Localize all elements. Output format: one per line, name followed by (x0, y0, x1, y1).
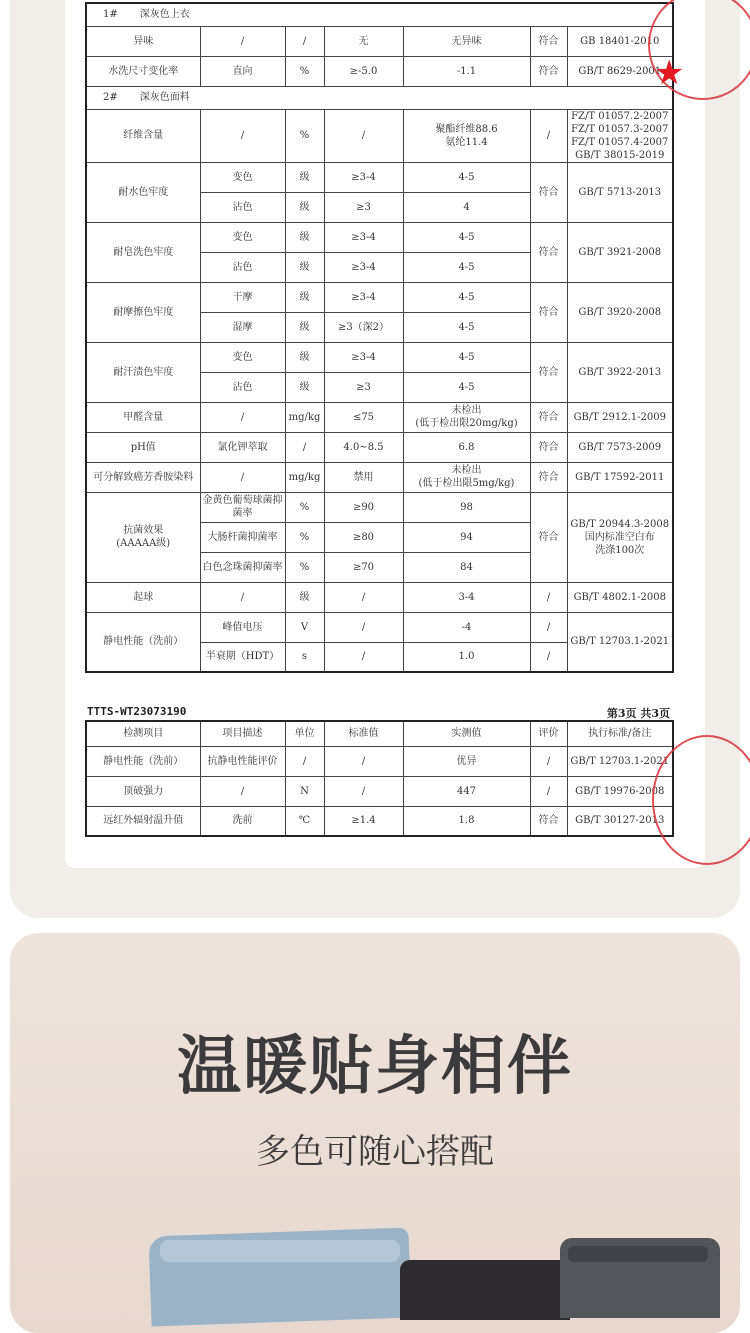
item-description: / (200, 462, 285, 492)
table-row (86, 612, 673, 642)
measured-value: 4 (403, 192, 530, 222)
unit: 级 (285, 582, 324, 612)
test-item: 静电性能（洗前） (86, 612, 200, 672)
standard-value: ≥90 (324, 492, 403, 522)
unit: % (285, 109, 324, 162)
sample-name: 深灰色上衣 (139, 9, 190, 21)
table-row (86, 26, 673, 56)
report-id: TTTS-WT23073190 (87, 705, 187, 718)
table-row (86, 402, 673, 432)
test-item: 耐皂洗色牢度 (86, 222, 200, 282)
standard-value: / (324, 612, 403, 642)
item-description: / (200, 402, 285, 432)
standard-value: / (324, 776, 403, 806)
standard-value: ≥-5.0 (324, 56, 403, 86)
test-standard: GB/T 19976-2008 (567, 776, 673, 806)
measured-value: 84 (403, 552, 530, 582)
standard-value: ≥3-4 (324, 222, 403, 252)
column-header: 标准值 (324, 721, 403, 746)
unit: / (285, 432, 324, 462)
test-standard: GB/T 8629-2001 (567, 56, 673, 86)
unit: 级 (285, 342, 324, 372)
evaluation: 符合 (530, 462, 567, 492)
seal-star-icon: ★ (654, 53, 685, 93)
item-description: 半衰期（HDT） (200, 642, 285, 672)
measured-value: 1.0 (403, 642, 530, 672)
standard-value: ≥3-4 (324, 282, 403, 312)
test-standard: GB/T 30127-2013 (567, 806, 673, 836)
measured-value: 4-5 (403, 342, 530, 372)
standard-value: 4.0~8.5 (324, 432, 403, 462)
test-item: 异味 (86, 26, 200, 56)
test-standard: GB/T 20944.3-2008 国内标准空白布 洗涤100次 (567, 492, 673, 582)
unit: 级 (285, 312, 324, 342)
item-description: 沾色 (200, 372, 285, 402)
unit: 级 (285, 282, 324, 312)
measured-value: 6.8 (403, 432, 530, 462)
test-item: 甲醛含量 (86, 402, 200, 432)
test-standard: GB/T 5713-2013 (567, 162, 673, 222)
item-description: 变色 (200, 222, 285, 252)
evaluation: 符合 (530, 492, 567, 582)
sample-id: 1# (103, 9, 118, 21)
test-item: 静电性能（洗前） (86, 746, 200, 776)
test-standard: GB 18401-2010 (567, 26, 673, 56)
evaluation: 符合 (530, 282, 567, 342)
test-item: 可分解致癌芳香胺染料 (86, 462, 200, 492)
table-row (86, 162, 673, 192)
test-item: 远红外辐射温升值 (86, 806, 200, 836)
evaluation: 符合 (530, 432, 567, 462)
standard-value: / (324, 746, 403, 776)
column-header: 执行标准/备注 (567, 721, 673, 746)
column-header: 检测项目 (86, 721, 200, 746)
unit: % (285, 552, 324, 582)
test-standard: FZ/T 01057.2-2007 FZ/T 01057.3-2007 FZ/T 01057.4-2007 GB/T 38015-2019 (567, 109, 673, 162)
unit: / (285, 746, 324, 776)
measured-value: 4-5 (403, 162, 530, 192)
unit: N (285, 776, 324, 806)
measured-value: 3-4 (403, 582, 530, 612)
evaluation: 符合 (530, 402, 567, 432)
standard-value: ≥3-4 (324, 162, 403, 192)
test-standard: GB/T 12703.1-2021 (567, 612, 673, 672)
unit: 级 (285, 192, 324, 222)
item-description: 金黄色葡萄球菌抑菌率 (200, 492, 285, 522)
table-row (86, 776, 673, 806)
evaluation: 符合 (530, 222, 567, 282)
test-standard: GB/T 4802.1-2008 (567, 582, 673, 612)
standard-value: ≥80 (324, 522, 403, 552)
measured-value: 聚酯纤维88.6 氨纶11.4 (403, 109, 530, 162)
test-results-table (85, 2, 674, 673)
table-row (86, 746, 673, 776)
header-row (86, 721, 673, 746)
test-standard: GB/T 2912.1-2009 (567, 402, 673, 432)
item-description: 白色念珠菌抑菌率 (200, 552, 285, 582)
measured-value: 94 (403, 522, 530, 552)
test-standard: GB/T 17592-2011 (567, 462, 673, 492)
standard-value: ≥3 (324, 192, 403, 222)
standard-value: ≥70 (324, 552, 403, 582)
test-item: 耐水色牢度 (86, 162, 200, 222)
column-header: 实测值 (403, 721, 530, 746)
unit: 级 (285, 222, 324, 252)
test-results-table-page3 (85, 720, 674, 837)
standard-value: / (324, 582, 403, 612)
standard-value: / (324, 109, 403, 162)
measured-value: 4-5 (403, 252, 530, 282)
standard-value: 禁用 (324, 462, 403, 492)
test-item: 纤维含量 (86, 109, 200, 162)
item-description: / (200, 582, 285, 612)
section-header (86, 3, 673, 26)
unit: 级 (285, 162, 324, 192)
evaluation: / (530, 612, 567, 642)
measured-value: 4-5 (403, 372, 530, 402)
item-description: 洗前 (200, 806, 285, 836)
measured-value: 未检出 (低于检出限20mg/kg) (403, 402, 530, 432)
standard-value: ≤75 (324, 402, 403, 432)
test-item: 顶破强力 (86, 776, 200, 806)
measured-value: -4 (403, 612, 530, 642)
unit: 级 (285, 252, 324, 282)
column-header: 单位 (285, 721, 324, 746)
unit: 级 (285, 372, 324, 402)
table-row (86, 582, 673, 612)
evaluation: 符合 (530, 342, 567, 402)
evaluation: / (530, 642, 567, 672)
promo-title: 温暖贴身相伴 (177, 1030, 573, 1104)
test-item: 起球 (86, 582, 200, 612)
test-item: pH值 (86, 432, 200, 462)
measured-value: -1.1 (403, 56, 530, 86)
table-row (86, 342, 673, 372)
item-description: 氯化钾萃取 (200, 432, 285, 462)
unit: mg/kg (285, 402, 324, 432)
product-waistband-grey (568, 1246, 708, 1262)
measured-value: 447 (403, 776, 530, 806)
table-row (86, 282, 673, 312)
item-description: 沾色 (200, 192, 285, 222)
column-header: 项目描述 (200, 721, 285, 746)
evaluation: 符合 (530, 26, 567, 56)
item-description: 抗静电性能评价 (200, 746, 285, 776)
test-item: 抗菌效果 (AAAAA级) (86, 492, 200, 582)
table-row (86, 109, 673, 162)
evaluation: 符合 (530, 806, 567, 836)
item-description: 峰值电压 (200, 612, 285, 642)
unit: / (285, 26, 324, 56)
test-standard: GB/T 3920-2008 (567, 282, 673, 342)
item-description: 湿摩 (200, 312, 285, 342)
section-row (86, 86, 673, 109)
measured-value: 4-5 (403, 312, 530, 342)
evaluation: / (530, 746, 567, 776)
item-description: / (200, 776, 285, 806)
standard-value: 无 (324, 26, 403, 56)
test-item: 耐摩擦色牢度 (86, 282, 200, 342)
table-row (86, 806, 673, 836)
evaluation: 符合 (530, 56, 567, 86)
test-standard: GB/T 12703.1-2021 (567, 746, 673, 776)
evaluation: / (530, 582, 567, 612)
section-header (86, 86, 673, 109)
unit: mg/kg (285, 462, 324, 492)
table-row (86, 492, 673, 522)
measured-value: 优异 (403, 746, 530, 776)
measured-value: 4-5 (403, 222, 530, 252)
table-row (86, 432, 673, 462)
product-waistband-blue (160, 1240, 400, 1262)
item-description: 直向 (200, 56, 285, 86)
item-description: / (200, 109, 285, 162)
item-description: 变色 (200, 162, 285, 192)
standard-value: ≥3（深2） (324, 312, 403, 342)
sample-name: 深灰色面料 (139, 92, 190, 103)
table-row (86, 222, 673, 252)
measured-value: 无异味 (403, 26, 530, 56)
test-standard: GB/T 3922-2013 (567, 342, 673, 402)
promo-subtitle: 多色可随心搭配 (256, 1132, 494, 1172)
test-item: 水洗尺寸变化率 (86, 56, 200, 86)
standard-value: ≥3-4 (324, 342, 403, 372)
column-header: 评价 (530, 721, 567, 746)
item-description: 大肠杆菌抑菌率 (200, 522, 285, 552)
unit: V (285, 612, 324, 642)
unit: % (285, 56, 324, 86)
measured-value: 1.8 (403, 806, 530, 836)
measured-value: 4-5 (403, 282, 530, 312)
measured-value: 98 (403, 492, 530, 522)
table-row (86, 56, 673, 86)
item-description: 变色 (200, 342, 285, 372)
section-row (86, 3, 673, 26)
test-item: 耐汗渍色牢度 (86, 342, 200, 402)
evaluation: 符合 (530, 162, 567, 222)
page-info: 第3页 共3页 (606, 707, 670, 720)
test-standard: GB/T 7573-2009 (567, 432, 673, 462)
product-image-black (400, 1260, 570, 1320)
unit: ℃ (285, 806, 324, 836)
evaluation: / (530, 776, 567, 806)
standard-value: ≥1.4 (324, 806, 403, 836)
unit: % (285, 492, 324, 522)
unit: % (285, 522, 324, 552)
evaluation: / (530, 109, 567, 162)
measured-value: 未检出 (低于检出限5mg/kg) (403, 462, 530, 492)
item-description: 干摩 (200, 282, 285, 312)
unit: s (285, 642, 324, 672)
sample-id: 2# (103, 92, 118, 103)
standard-value: ≥3 (324, 372, 403, 402)
table-row (86, 462, 673, 492)
standard-value: ≥3-4 (324, 252, 403, 282)
test-standard: GB/T 3921-2008 (567, 222, 673, 282)
item-description: / (200, 26, 285, 56)
standard-value: / (324, 642, 403, 672)
item-description: 沾色 (200, 252, 285, 282)
